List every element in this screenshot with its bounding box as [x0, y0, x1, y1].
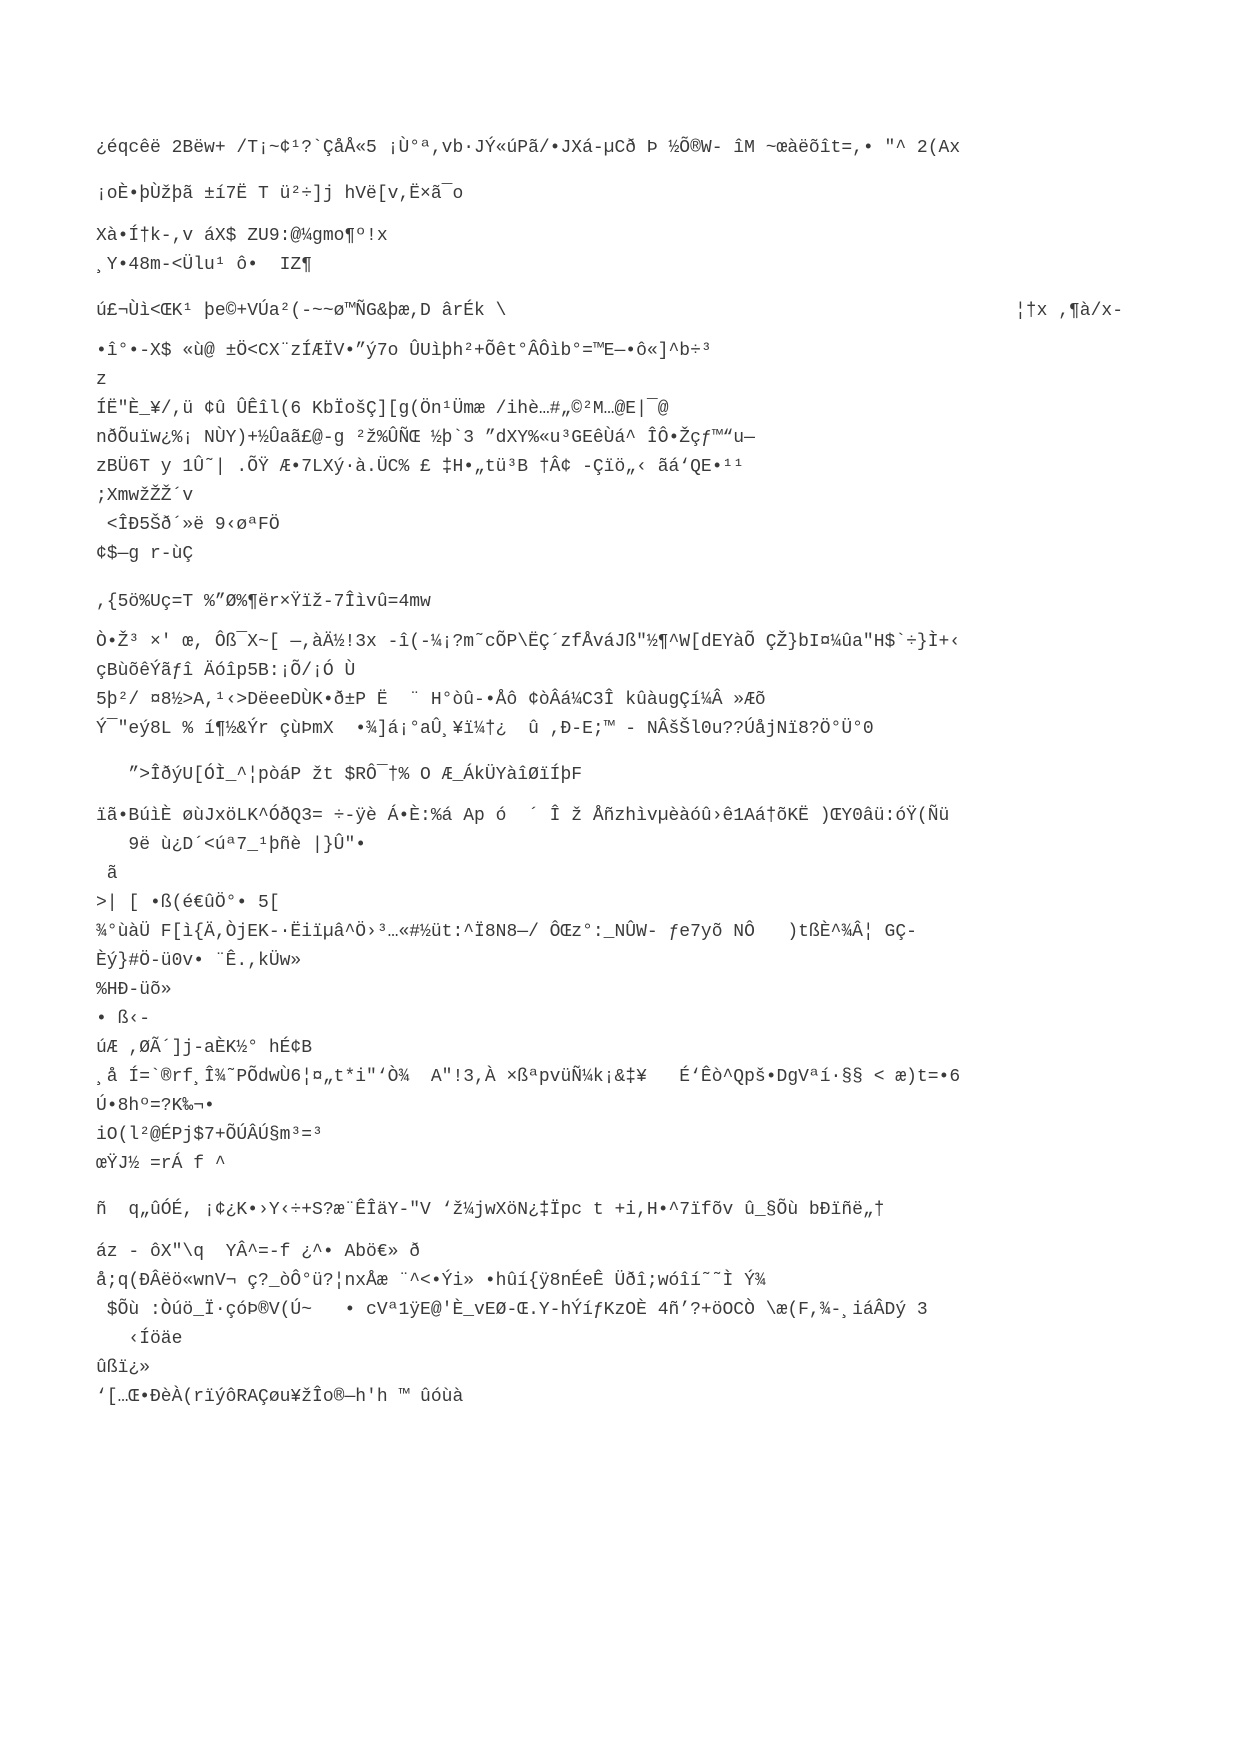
text-line: ûßï¿» [96, 1358, 151, 1378]
text-line: %HÐ-üõ» [96, 980, 172, 1000]
text-line: • ß‹- [96, 1009, 151, 1029]
text-line: ¡oÈ•þÙžþã ±í7Ë T ü²÷]j hVë[v,Ë×ã¯o [96, 184, 464, 204]
text-line: •î°•-X$ «ù@ ±Ö<CX¨zÍÆÏV•”ý7o ÛUìþh²+Õêt°ÂÔìb°=™E—•ô«]^b÷³ [96, 341, 712, 361]
text-line: Èý}#Ö-ü0v• ¨Ê.,kÜw» [96, 951, 302, 971]
text-line: ;XmwžŽŽ´v [96, 486, 194, 506]
text-line: nðÕuïw¿%¡ NÙY)+½Ûaã£@-g ²ž%ÛÑŒ ½þ`3 ”dXY%«u³GEêÙá^ ÎÔ•Žçƒ™“u— [96, 428, 755, 448]
text-line: å;q(ÐÂëö«wnV¬ ç?_òÔ°ü?¦nxÅæ ¨^<•Ýi» •hûí{ÿ8nÉeÊ Üðî;wóîí˜˜Ì Ý¾ [96, 1271, 766, 1291]
text-line: Xà•Í†k-,v áX$ ZU9:@¼gmo¶º!x [96, 226, 388, 246]
text-line: Ú•8hº=?K‰¬• [96, 1096, 215, 1116]
text-line: ¾°ùàÜ F[ì{Ä,ÒjEK-·Ëiïµâ^Ö›³…«#½üt:^Ï8N8—/ ÔŒz°:_NÛW- ƒe7yõ NÔ )tßÈ^¾Â¦ GÇ- [96, 922, 917, 942]
text-line: ¿éqcêë 2Bëw+ /T¡~¢¹?`ÇåÅ«5 ¡Ù°ª,vb·JÝ«úPã/•JXá-µCð Þ ½Õ®W- îM ~œàëõît=,• "^ 2(Ax [96, 138, 961, 158]
text-line: ‹Íöäe [96, 1329, 183, 1349]
text-line: <ÎÐ5Šð´»ë 9‹øªFÖ [96, 515, 280, 535]
text-line: áz - ôX"\q YÂ^=-f ¿^• Abö€» ð [96, 1242, 421, 1262]
text-line: 9ë ù¿D´<úª7_¹þñè |}Û"• [96, 835, 367, 855]
text-line: ”>ÎðýU[ÓÌ_^¦pòáP žt $RÔ¯†% O Æ_ÁkÜYàîØïÍþF [96, 765, 583, 785]
text-line: ÍË"È_¥/,ü ¢û ÛÊîl(6 KbÏošÇ][g(Ön¹Ümæ /ihè…#„©²M…@E|¯@ [96, 399, 669, 419]
text-line: ú£¬Ùì<ŒK¹ þe©+VÚa²(-~~ø™ÑG&þæ,D ârÉk \ [96, 301, 507, 321]
text-line: úÆ ,ØÃ´]j-aÈK½° hÉ¢B [96, 1038, 313, 1058]
right-text-fragment: ¦†x ,¶à/x- [1015, 301, 1124, 321]
text-line: ,{5ö%Uç=T %”Ø%¶ër×Ÿïž-7Îìvû=4mw [96, 592, 431, 612]
text-line: ã [96, 864, 118, 884]
text-line: Ò•Ž³ ×' œ, Ôß¯X~[ —,àÄ½!3x -î(-¼¡?m˜cÕP\ËÇ´zfÅváJß"½¶^W[dEYàÕ ÇŽ}bI¤¼ûa"H$`÷}Ì+‹ [96, 632, 961, 652]
text-line: ¸å Í=`®rf¸Î¾˜PÕdwÙ6¦¤„t*i"‘Ò¾ A"!3,À ×ßªpvüÑ¼k¡&‡¥ É‘Êò^Qpš•DgVªí·§§ < æ)t=•6 [96, 1067, 961, 1087]
text-line: ïã•BúìÈ øùJxöLK^ÓðQ3= ÷-ÿè Á•È:%á Ap ó ´ Î ž Åñzhìvµèàóû›ê1Aá†õKË )ŒY0âü:óŸ(Ñü [96, 806, 950, 826]
text-line: ¸Y•48m-<Ülu¹ ô• IZ¶ [96, 255, 313, 275]
text-line: çBùõêÝãƒî Äóîp5B:¡Õ/¡Ó Ù [96, 661, 356, 681]
text-line: >| [ •ß(é€ûÖ°• 5[ [96, 893, 280, 913]
text-line: 5þ²/ ¤8½>A,¹‹>DëeeDÙK•ð±P Ë ¨ H°òû-•Åô ¢òÂá¼C3Î kûàugÇí¼Â »Æõ [96, 690, 766, 710]
text-line: ¢$—g r-ùÇ [96, 544, 194, 564]
text-line: ‘[…Œ•ÐèÀ(rïýôRAÇøu¥žÎo®—h'h ™ ûóùà [96, 1387, 464, 1407]
text-line: ñ q„ûÓÉ, ¡¢¿K•›Y‹÷+S?æ¨ÊÎäY-"V ‘ž¼jwXöN¿‡Ïpc t +i,H•^7ïfõv û_§Õù bÐïñë„† [96, 1200, 885, 1220]
text-line: iO(l²@ÉPj$7+ÕÚÂÚ§m³=³ [96, 1125, 323, 1145]
text-line: Ý¯"eý8L % í¶½&Ýr çùÞmX •¾]á¡°aÛ¸¥ï¼†¿ û ,Ð-E;™ - NÂšŠl0u??ÚåjNï8?Ö°Ü°0 [96, 719, 874, 739]
text-line: zBÜ6T y 1Û˜| .ÕŸ Æ•7LXý·à.ÜC% £ ‡H•„tü³B †Â¢ -Çïö„‹ ãá‘QE•¹¹ [96, 457, 745, 477]
text-line: z [96, 370, 107, 390]
text-line: œŸJ½ =rÁ f ^ [96, 1154, 226, 1174]
text-line: $Õù :Òúö_Ï·çóÞ®V(Ú~ • cVª1ÿE@'È_vEØ-Œ.Y-hÝíƒKzOÈ 4ñ’?+öOCÒ \æ(F,¾-¸iáÂDý 3 [96, 1300, 928, 1320]
